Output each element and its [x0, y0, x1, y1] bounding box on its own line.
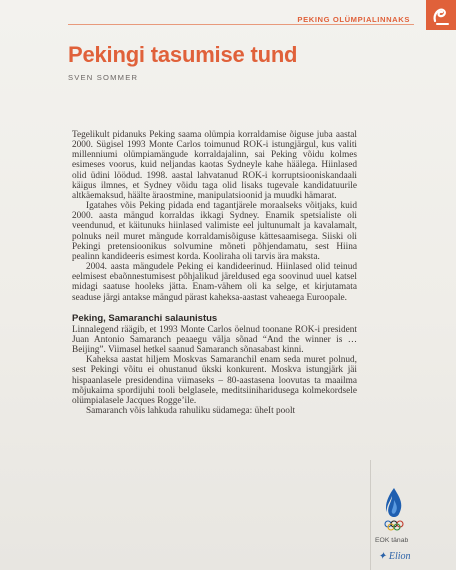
- section-header: PEKING OLÜMPIALINNAKS: [291, 15, 410, 24]
- paragraph: 2004. aasta mängudele Peking ei kandideerinud. Hiinlased olid teinud eelmisest ebaõnnestumisest põhjalikud järeldused ega soovinud uuel katsel midagi saatuse hooleks jätta. Enam-vähem oli ka selge, et kirjutamata seaduse järgi antakse mängud pärast kaheksa-aastast vaheaega Euroopale.: [72, 262, 357, 303]
- article-title: Pekingi tasumise tund: [68, 42, 298, 67]
- paragraph: Linnalegend räägib, et 1993 Monte Carlos öelnud toonane ROK-i president Juan Antonio Samaranch peaaegu välja sõnad “And the winner is … Beijing”. Viimasel hetkel saanud Samaranch sõnasabast kinni.: [72, 324, 357, 356]
- article-author: SVEN SOMMER: [68, 73, 139, 82]
- olympic-city-logo-icon: [426, 0, 456, 30]
- eok-thanks-label: EOK tänab: [375, 537, 409, 544]
- eok-flame-logo-icon: [380, 486, 408, 534]
- article-subheading: Peking, Samaranchi salaunistus: [72, 312, 218, 324]
- sidebar-divider: [370, 460, 371, 570]
- paragraph: Igatahes võis Peking pidada end tagantjärele moraalseks võitjaks, kuid 2000. aasta mängud korraldas ikkagi Sydney. Enamik spetsialiste oli veendunud, et käitunuks hiinlased valimiste eel jultunumalt ja kavalamalt, polnuks neil muret mängude korraldamisõiguse kättesaamisega. Siiski oli Pekingi pretensioonikus solvumine mõneti põhjendamatu, sest Hiina pealinn kandideeris esimest korda. Kooliraha oli tarvis ära maksta.: [72, 201, 357, 262]
- elion-swirl-icon: ✦: [378, 551, 387, 562]
- sponsor-name: Elion: [388, 551, 411, 562]
- elion-logo: [378, 551, 411, 562]
- paragraph: Tegelikult pidanuks Peking saama olümpia korraldamise õiguse juba aastal 2000. Sügisel 1993 Monte Carlos toimunud ROK-i istungjärgul, kus valiti millenniumi olümpiamängude korraldajalinn, sai Peking võidu kolmes esimeses voorus, kuid neljandas kaotas Sydneyle kahe häälega. Hiinlased olid üdini löödud. 1998. aastal lahvatanud ROK-i korruptsiooniskandaali käigus ilmnes, et Sydney võidu taga olid lisaks tugevale kandidatuurile altkäemaksud, häälte äraostmine, manipulatsioonid ja muudki hämarat.: [72, 130, 357, 201]
- paragraph: Samaranch võis lahkuda rahuliku südamega: üheIt poolt: [86, 406, 296, 417]
- paragraph: Kaheksa aastat hiljem Moskvas Samaranchil enam seda muret polnud, sest Pekingi võitu ei ohustanud ükski konkurent. Moskva istungjärk jäi hispaanlasele presidendina viimaseks – 80-aastasena loovutas ta maailma mõjukaima spordijuhi tooli belglasele, meditsiiniharidusega kolmekordsele olümpialasele Jacques Rogge’ile.: [72, 355, 357, 406]
- article-body: [72, 130, 357, 416]
- header-rule: [68, 24, 414, 25]
